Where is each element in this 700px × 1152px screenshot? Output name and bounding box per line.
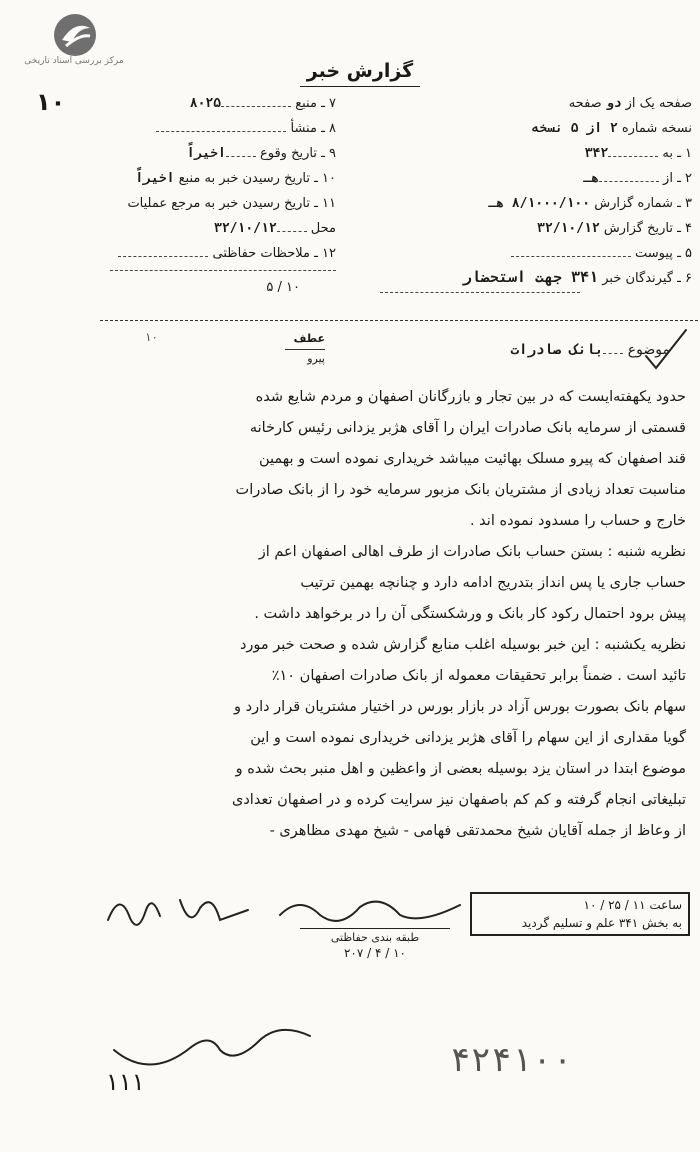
- header-field-to: ۱ ـ به ۳۴۲: [584, 146, 692, 161]
- body-line: گویا مقداری از این سهام را آقای هژبر یزدانی خریداری نموده است و این: [250, 730, 686, 746]
- body-line: موضوع ابتدا در استان یزد بوسیله بعضی از واعظین و اهل منبر بحث شده و: [235, 761, 686, 777]
- header-field-attachment: ۵ ـ پیوست: [370, 246, 692, 261]
- report-body: [86, 382, 686, 847]
- signature-left: [100, 880, 260, 950]
- header-field-place: محل ۳۲/۱۰/۱۲: [214, 221, 336, 236]
- subject-line: موضوع بانک صادرات: [510, 342, 670, 358]
- header-handwritten-date: ۵ / ۱۰: [266, 280, 300, 295]
- body-line: از وعاظ از جمله آقایان شیخ محمدتقی فهامی - شیخ مهدی مظاهری -: [269, 823, 686, 839]
- receipt-stamp: [470, 892, 690, 936]
- checkmark-icon: [640, 326, 690, 372]
- header-field-source: ۷ ـ منبع ۸۰۲۵: [189, 96, 336, 111]
- body-line: حساب جاری یا پس انداز بتدریج ادامه دارد و چنانچه بهمین ترتیب: [300, 575, 686, 591]
- body-line: خارج و حساب را مسدود نموده اند .: [469, 513, 686, 529]
- header-separator: [100, 320, 698, 321]
- margin-note-atf-value: ۱۰: [145, 330, 158, 344]
- margin-note-atf: عطف: [293, 332, 325, 345]
- title-underline: [300, 86, 420, 87]
- margin-note-peyro: پیرو: [307, 352, 325, 365]
- document-title: گزارش خبر: [306, 60, 414, 82]
- archive-logo-icon: [52, 12, 98, 58]
- stamp-line-2: به بخش ۳۴۱ علم و تسلیم گردید: [521, 916, 682, 930]
- header-blank-line-right: [380, 292, 580, 293]
- stamp-line-1: ساعت ۱۱ / ۲۵ / ۱۰: [583, 898, 682, 912]
- body-line: قسمتی از سرمایه بانک صادرات ایران را آقای هژبر یزدانی رئیس کارخانه: [249, 420, 686, 436]
- header-field-event-date: ۹ ـ تاریخ وقوع اخیراً: [186, 146, 336, 161]
- header-field-origin: ۸ ـ منشأ: [86, 121, 336, 136]
- page-number: ۱۰: [36, 88, 66, 116]
- body-line: نظریه یکشنبه : این خبر بوسیله اغلب منابع گزارش شده و صحت خبر مورد: [239, 637, 686, 653]
- header-field-security-notes: ۱۲ ـ ملاحظات حفاظتی: [86, 246, 336, 261]
- body-line: تائید است . ضمناً برابر تحقیقات معموله از بانک صادرات اصفهان ۱۰٪: [271, 668, 686, 684]
- header-field-page-of: صفحه یک از دو صفحه: [568, 96, 692, 111]
- body-line: تبلیغاتی انجام گرفته و کم کم باصفهان نیز سرایت کرده و در اصفهان تعدادی: [232, 792, 686, 808]
- body-line: قند اصفهان که پیرو مسلک بهائیت میباشد خریداری نموده است و بهمین: [259, 451, 686, 467]
- classification-label: طبقه بندی حفاظتی: [300, 928, 450, 944]
- bottom-archive-number: ۴۲۴۱۰۰: [450, 1040, 573, 1080]
- body-line: حدود یکهفته‌ایست که در بین تجار و بازرگانان اصفهان و مردم شایع شده: [255, 389, 686, 405]
- body-line: نظریه شنبه : بستن حساب بانک صادرات از طرف اهالی اصفهان اعم از: [258, 544, 686, 560]
- archive-name: مرکز بررسی اسناد تاریخی: [24, 56, 124, 66]
- body-line: سهام بانک بصورت بورس آزاد در بازار بورس در اختیار مشتریان قرار دارد و: [234, 699, 686, 715]
- header-field-from: ۲ ـ از هـ: [583, 171, 692, 186]
- header-field-report-number: ۳ ـ شماره گزارش ۸/۱۰۰۰/۱۰۰ هـ: [488, 196, 692, 211]
- header-blank-line: [110, 270, 336, 271]
- margin-note-divider: [285, 349, 325, 350]
- body-line: مناسبت تعداد زیادی از مشتریان بانک مزبور سرمایه خود را از بانک صادرات: [235, 482, 686, 498]
- header-field-source-receipt-date: ۱۰ ـ تاریخ رسیدن خبر به منبع اخیراً: [135, 171, 336, 186]
- classification-value: ۲۰۷ / ۴ / ۱۰: [343, 946, 406, 960]
- bottom-left-number: ۱۱۱: [106, 1068, 145, 1096]
- header-field-ops-receipt-date: ۱۱ ـ تاریخ رسیدن خبر به مرجع عملیات: [127, 196, 336, 211]
- header-field-recipients: ۶ ـ گیرندگان خبر ۳۴۱ جهت استحضار: [462, 268, 692, 286]
- header-field-copy-number: نسخه شماره ۲ از ۵ نسخه: [531, 121, 692, 136]
- header-field-report-date: ۴ ـ تاریخ گزارش ۳۲/۱۰/۱۲: [537, 221, 692, 236]
- body-line: پیش برود احتمال رکود کار بانک و ورشکستگی آن را در برخواهد داشت .: [254, 606, 686, 622]
